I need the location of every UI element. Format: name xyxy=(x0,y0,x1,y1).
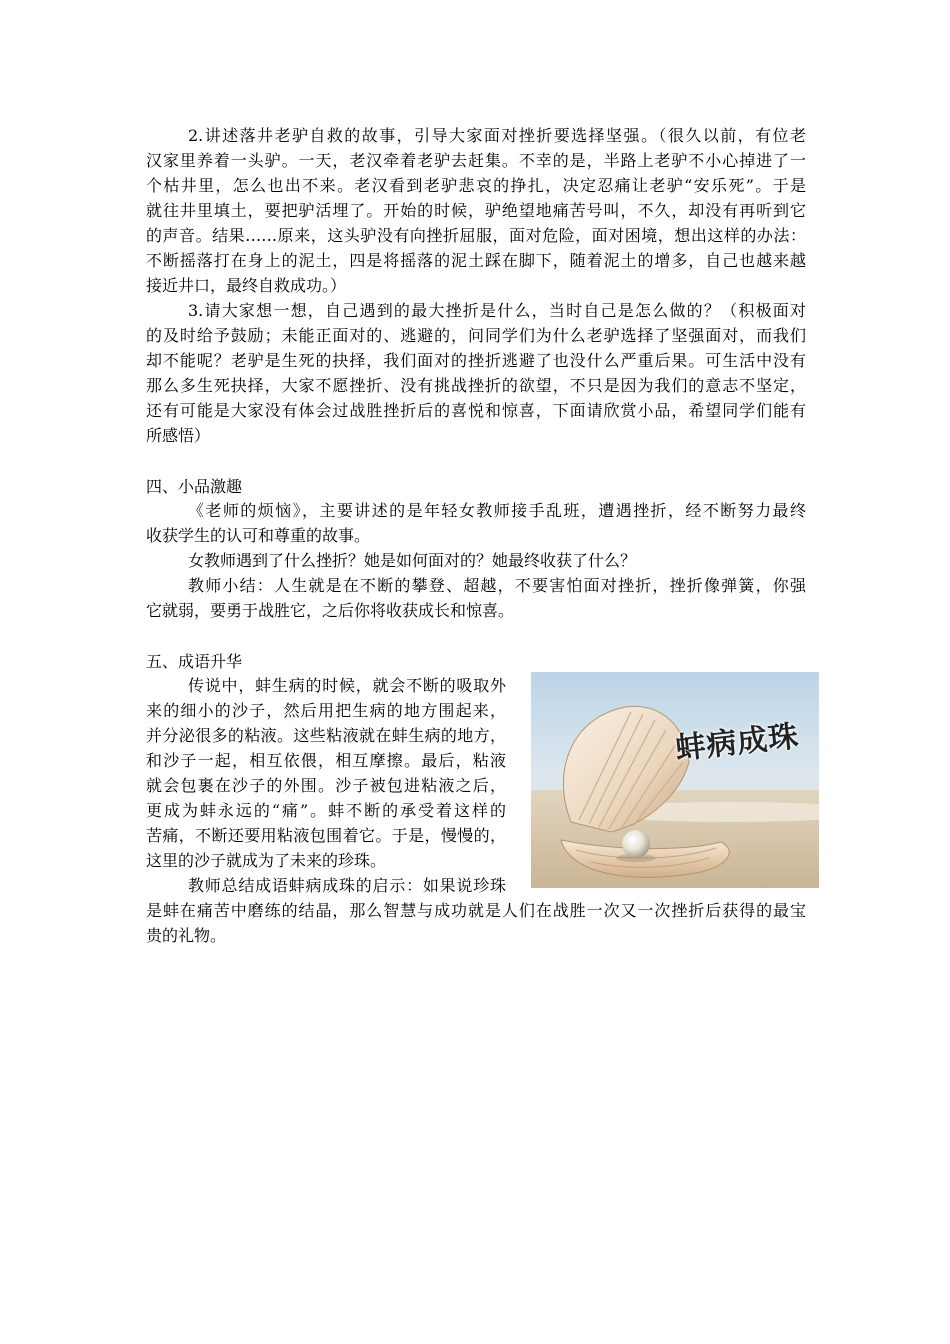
story-paragraph-line: 的声音。结果……原来，这头驴没有向挫折屈服，面对危险，面对困境，想出这样的办法： xyxy=(146,226,806,245)
pearl-shell-image xyxy=(531,672,819,888)
question-paragraph-line: 的及时给予鼓励；未能正面对的、逃避的，问同学们为什么老驴选择了坚强面对，而我们 xyxy=(146,326,806,345)
story-paragraph-line: 汉家里养着一头驴。一天，老汉牵着老驴去赶集。不幸的是，半路上老驴不小心掉进了一 xyxy=(146,151,806,170)
skit-question-line: 女教师遇到了什么挫折？她是如何面对的？她最终收获了什么？ xyxy=(188,551,637,570)
pearl-shell-illustration xyxy=(531,672,819,888)
legend-paragraph-line: 这里的沙子就成为了未来的珍珠。 xyxy=(146,851,387,870)
conclusion-paragraph-line: 贵的礼物。 xyxy=(146,926,227,945)
question-paragraph-line: 还有可能是大家没有体会过战胜挫折后的喜悦和惊喜，下面请欣赏小品，希望同学们能有 xyxy=(146,401,806,420)
summary-paragraph-line: 它就弱，要勇于战胜它，之后你将收获成长和惊喜。 xyxy=(146,601,515,620)
legend-paragraph-line: 就会包裹在沙子的外围。沙子被包进粘液之后， xyxy=(146,776,506,795)
legend-paragraph-line: 更成为蚌永远的“痛”。蚌不断的承受着这样的 xyxy=(146,801,506,820)
legend-paragraph-line: 并分泌很多的粘液。这些粘液就在蚌生病的地方， xyxy=(146,726,506,745)
question-paragraph-line: 3.请大家想一想，自己遇到的最大挫折是什么，当时自己是怎么做的？（积极面对 xyxy=(188,301,806,320)
figure-caption: 蚌病成珠 xyxy=(673,718,801,767)
legend-paragraph-line: 传说中，蚌生病的时候，就会不断的吸取外 xyxy=(188,676,506,695)
section-heading: 四、小品激趣 xyxy=(146,477,243,496)
question-paragraph-line: 那么多生死抉择，大家不愿挫折、没有挑战挫折的欲望，不只是因为我们的意志不坚定， xyxy=(146,376,806,395)
question-paragraph-line: 却不能呢？老驴是生死的抉择，我们面对的挫折逃避了也没什么严重后果。可生活中没有 xyxy=(146,351,806,370)
story-paragraph-line: 就往井里填土，要把驴活埋了。开始的时候，驴绝望地痛苦号叫，不久，却没有再听到它 xyxy=(146,201,806,220)
skit-paragraph-line: 收获学生的认可和尊重的故事。 xyxy=(146,526,371,545)
conclusion-paragraph-line: 是蚌在痛苦中磨练的结晶，那么智慧与成功就是人们在战胜一次又一次挫折后获得的最宝 xyxy=(146,901,806,920)
story-paragraph-line: 不断摇落打在身上的泥土，四是将摇落的泥土踩在脚下，随着泥土的增多，自己也越来越 xyxy=(146,251,806,270)
story-paragraph-line: 接近井口，最终自救成功。） xyxy=(146,276,347,295)
legend-paragraph-line: 来的细小的沙子，然后用把生病的地方围起来， xyxy=(146,701,506,720)
summary-paragraph-line: 教师小结：人生就是在不断的攀登、超越，不要害怕面对挫折，挫折像弹簧，你强 xyxy=(188,576,806,595)
question-paragraph-line: 所感悟） xyxy=(146,426,211,445)
legend-paragraph-line: 苦痛，不断还要用粘液包围着它。于是，慢慢的， xyxy=(146,826,506,845)
skit-paragraph-line: 《老师的烦恼》，主要讲述的是年轻女教师接手乱班，遭遇挫折，经不断努力最终 xyxy=(188,501,806,520)
story-paragraph-line: 2.讲述落井老驴自救的故事，引导大家面对挫折要选择坚强。（很久以前，有位老 xyxy=(188,126,806,145)
section-heading: 五、成语升华 xyxy=(146,652,243,671)
conclusion-paragraph-line: 教师总结成语蚌病成珠的启示：如果说珍珠 xyxy=(188,876,506,895)
story-paragraph-line: 个枯井里，怎么也出不来。老汉看到老驴悲哀的挣扎，决定忍痛让老驴“安乐死”。于是 xyxy=(146,176,806,195)
legend-paragraph-line: 和沙子一起，相互依偎，相互摩擦。最后，粘液 xyxy=(146,751,506,770)
